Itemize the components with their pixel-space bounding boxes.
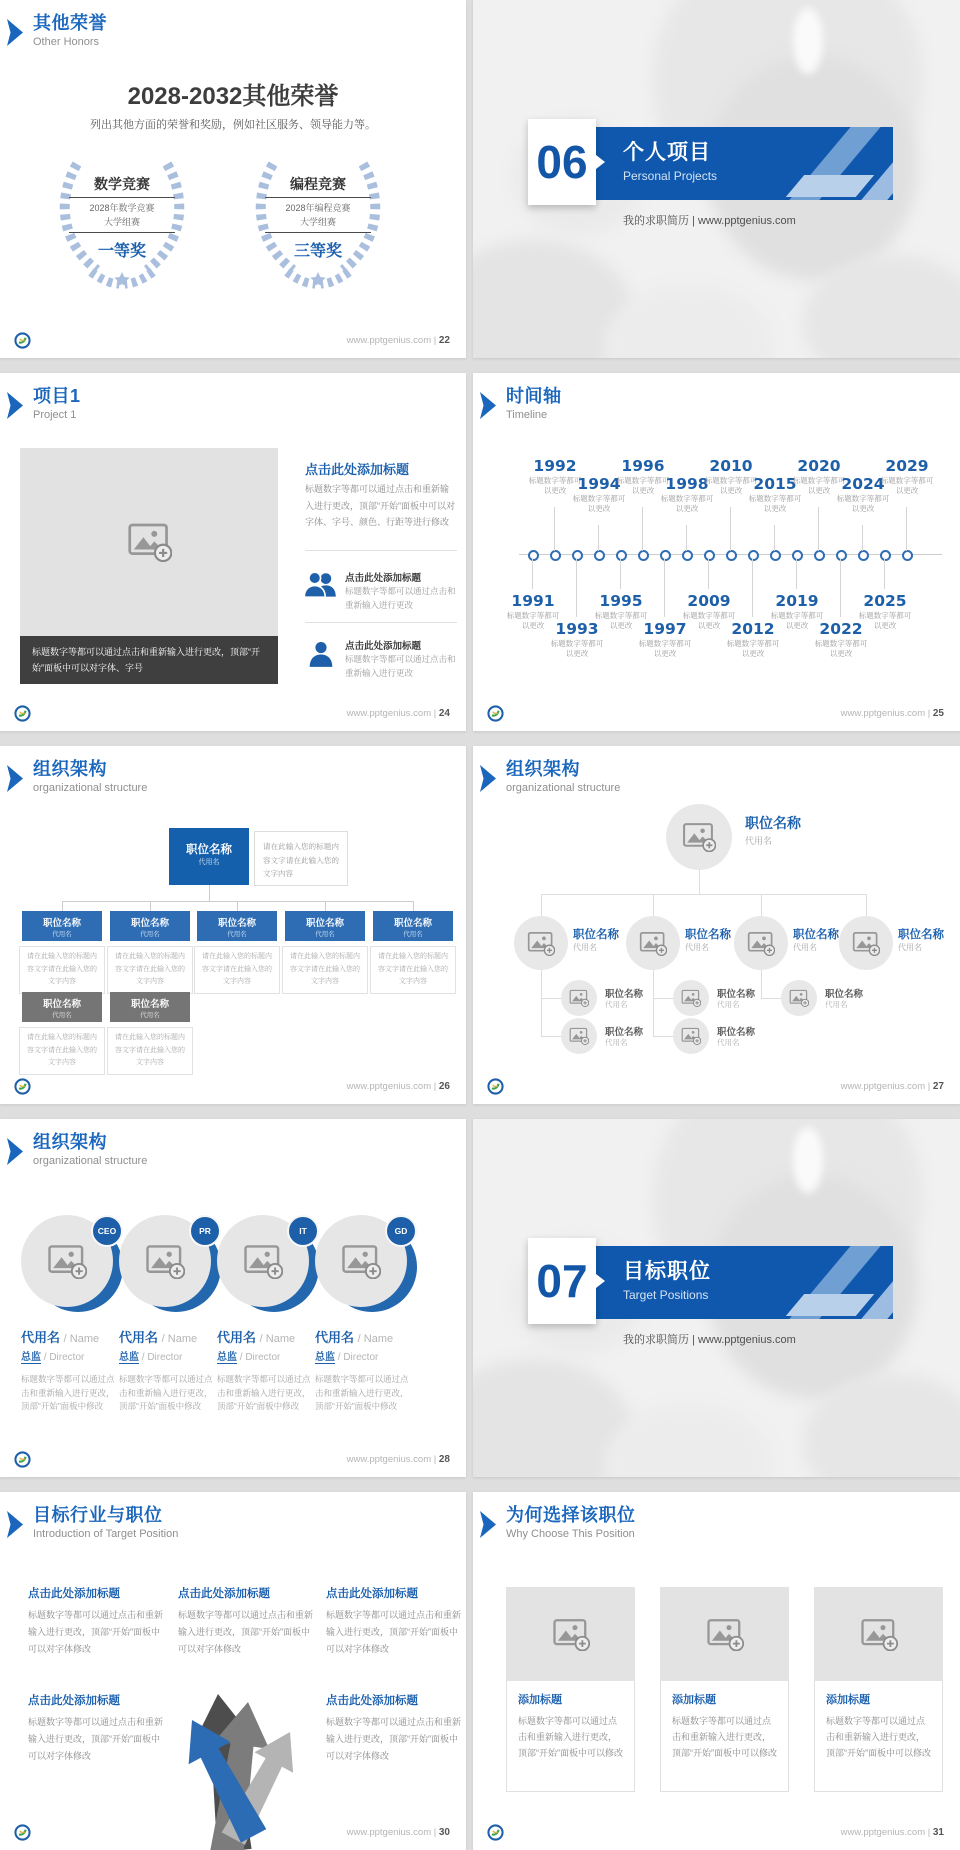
- add-image-icon: [639, 931, 667, 956]
- org-box: 职位名称 代用名: [285, 911, 365, 941]
- award-prize: 一等奖: [97, 243, 146, 260]
- add-image-icon: [243, 1244, 283, 1279]
- award-wreath: [243, 158, 393, 296]
- pptgenius-logo-icon: [14, 1451, 31, 1468]
- timeline-node: [528, 550, 539, 561]
- slide-subtitle: organizational structure: [33, 781, 148, 794]
- timeline-event: 2019 标题数字等都可以更改: [770, 592, 824, 631]
- slide-timeline[interactable]: [473, 373, 960, 731]
- org-node-title: 职位名称: [717, 989, 756, 1000]
- slide-title: 组织架构: [33, 1132, 107, 1152]
- org-node-name: 代用名: [745, 836, 773, 846]
- member-name: 代用名 / Name: [315, 1330, 394, 1345]
- section-title: 目标职位: [623, 1260, 711, 1283]
- add-image-icon: [569, 1027, 589, 1045]
- avatar-placeholder: [514, 916, 568, 970]
- award-detail: 2028年数学竞赛 大学组赛: [89, 203, 155, 227]
- role-badge: CEO: [91, 1215, 123, 1247]
- avatar-placeholder: [666, 804, 732, 870]
- list-item-body: 标题数字等都可以通过点击和重新输入进行更改: [345, 586, 456, 611]
- footer-site: www.pptgenius.com | 28: [346, 1454, 450, 1465]
- chevron-right-icon: [480, 765, 496, 792]
- image-placeholder: [660, 1587, 789, 1681]
- pptgenius-logo-icon: [14, 705, 31, 722]
- add-image-icon: [682, 822, 716, 852]
- add-image-icon: [860, 1618, 898, 1651]
- org-root-note: 请在此输入您的标题内容文字请在此输入您的文字内容: [254, 831, 348, 886]
- org-box-desc: 请在此输入您的标题内容文字请在此输入您的文字内容: [370, 946, 456, 994]
- timeline-event: 2015 标题数字等都可以更改: [748, 475, 802, 514]
- role-badge: PR: [189, 1215, 221, 1247]
- slide-footer: [14, 1822, 450, 1842]
- timeline-node: [748, 550, 759, 561]
- org-node-name: 代用名: [605, 1000, 628, 1009]
- chevron-right-icon: [480, 1511, 496, 1538]
- timeline-event: 2025 标题数字等都可以更改: [858, 592, 912, 631]
- timeline-event: 1991 标题数字等都可以更改: [506, 592, 560, 631]
- slide-title: 组织架构: [506, 759, 580, 779]
- list-item-title: 点击此处添加标题: [345, 641, 422, 652]
- timeline-node: [638, 550, 649, 561]
- org-box: 职位名称 代用名: [373, 911, 453, 941]
- divider: [69, 232, 175, 233]
- chevron-right-icon: [7, 765, 23, 792]
- chevron-right-icon: [7, 19, 23, 46]
- divider: [69, 197, 175, 198]
- banner-stripe: [786, 1294, 874, 1316]
- divider: [265, 232, 371, 233]
- text-block: 点击此处添加标题 标题数字等都可以通过点击和重新输入进行更改，顶部“开始”面板中可以对字体修改: [326, 1695, 462, 1762]
- avatar-placeholder: [673, 1018, 709, 1054]
- section-subtitle: Personal Projects: [623, 169, 718, 183]
- timeline-event: 1998 标题数字等都可以更改: [660, 475, 714, 514]
- pptgenius-logo-icon: [14, 1078, 31, 1095]
- timeline-event: 1993 标题数字等都可以更改: [550, 620, 604, 659]
- slide-title: 项目1: [33, 386, 81, 406]
- add-image-icon: [706, 1618, 744, 1651]
- org-box-gray: 职位名称 代用名: [22, 992, 102, 1022]
- add-image-icon: [852, 931, 880, 956]
- slide-footer: [487, 1822, 944, 1842]
- member-name: 代用名 / Name: [21, 1330, 100, 1345]
- avatar-placeholder: [561, 1018, 597, 1054]
- add-image-icon: [145, 1244, 185, 1279]
- timeline-event: 1997 标题数字等都可以更改: [638, 620, 692, 659]
- add-image-icon: [527, 931, 555, 956]
- list-item-body: 标题数字等都可以通过点击和重新输入进行更改: [345, 654, 456, 679]
- slide-header: [0, 1133, 147, 1167]
- footer-site: www.pptgenius.com | 24: [346, 708, 450, 719]
- org-node-title: 职位名称: [793, 929, 839, 941]
- timeline-event: 2020 标题数字等都可以更改: [792, 457, 846, 496]
- divider: [305, 622, 457, 623]
- slide-header: [0, 760, 147, 794]
- footer-site: www.pptgenius.com | 22: [346, 335, 450, 346]
- add-image-icon: [127, 522, 172, 562]
- add-image-icon: [681, 1027, 701, 1045]
- pptgenius-logo-icon: [487, 1078, 504, 1095]
- role-badge: GD: [385, 1215, 417, 1247]
- member-desc: 标题数字等都可以通过点击和重新输入进行更改，顶部“开始”面板中修改: [315, 1374, 409, 1412]
- slide-org-people[interactable]: [0, 1119, 466, 1477]
- org-node-name: 代用名: [825, 1000, 848, 1009]
- timeline-event: 2012 标题数字等都可以更改: [726, 620, 780, 659]
- section-banner: [585, 127, 893, 200]
- list-item-title: 点击此处添加标题: [345, 573, 422, 584]
- avatar-placeholder: [673, 980, 709, 1016]
- slide-subtitle: Project 1: [33, 408, 77, 421]
- section-tagline: 我的求职简历 | www.pptgenius.com: [623, 215, 796, 227]
- timeline-node: [616, 550, 627, 561]
- slide-subtitle: Other Honors: [33, 35, 100, 48]
- timeline-event: 2024 标题数字等都可以更改: [836, 475, 890, 514]
- slide-title: 目标行业与职位: [33, 1505, 163, 1525]
- slide-footer: [14, 330, 450, 350]
- add-image-icon: [552, 1618, 590, 1651]
- chevron-right-icon: [7, 1138, 23, 1165]
- pptgenius-logo-icon: [14, 332, 31, 349]
- chevron-right-icon: [7, 392, 23, 419]
- member-name: 代用名 / Name: [119, 1330, 198, 1345]
- org-node-name: 代用名: [605, 1038, 628, 1047]
- content-body: 标题数字等都可以通过点击和重新输入进行更改，顶部“开始”面板中可以对字体、字号、颜色、行距等进行修改: [305, 484, 455, 528]
- team-member: [21, 1215, 121, 1414]
- org-box: 职位名称 代用名: [22, 911, 102, 941]
- org-node-name: 代用名: [717, 1038, 740, 1047]
- team-member: [217, 1215, 317, 1414]
- org-box-desc: 请在此输入您的标题内容文字请在此输入您的文字内容: [282, 946, 368, 994]
- member-role: 总监 / Director: [21, 1352, 85, 1363]
- org-node-name: 代用名: [717, 1000, 740, 1009]
- role-badge: IT: [287, 1215, 319, 1247]
- avatar-placeholder: [839, 916, 893, 970]
- footer-site: www.pptgenius.com | 25: [840, 708, 944, 719]
- member-name: 代用名 / Name: [217, 1330, 296, 1345]
- slide-title: 组织架构: [33, 759, 107, 779]
- text-block: 点击此处添加标题 标题数字等都可以通过点击和重新输入进行更改，顶部“开始”面板中可以对字体修改: [326, 1588, 462, 1655]
- member-desc: 标题数字等都可以通过点击和重新输入进行更改，顶部“开始”面板中修改: [119, 1374, 213, 1412]
- section-title: 个人项目: [623, 141, 711, 164]
- image-caption: 标题数字等都可以通过点击和重新输入进行更改，顶部“开始”面板中可以对字体、字号: [20, 636, 278, 684]
- footer-site: www.pptgenius.com | 26: [346, 1081, 450, 1092]
- org-box-desc: 请在此输入您的标题内容文字请在此输入您的文字内容: [194, 946, 280, 994]
- chevron-right-icon: [480, 392, 496, 419]
- slide-title: 时间轴: [506, 386, 562, 406]
- section-number: 07: [528, 1238, 596, 1324]
- org-box-desc: 请在此输入您的标题内容文字请在此输入您的文字内容: [19, 946, 105, 994]
- slide-header: [0, 1506, 178, 1540]
- slide-footer: [14, 1449, 450, 1469]
- org-node-name: 代用名: [685, 943, 709, 952]
- org-box-desc: 请在此输入您的标题内容文字请在此输入您的文字内容: [107, 946, 193, 994]
- image-placeholder: [506, 1587, 635, 1681]
- slide-project-1[interactable]: [0, 373, 466, 731]
- timeline-node: [660, 550, 671, 561]
- slide-header: [473, 1506, 636, 1540]
- timeline-node: [704, 550, 715, 561]
- timeline-event: 1994 标题数字等都可以更改: [572, 475, 626, 514]
- timeline-node: [682, 550, 693, 561]
- member-desc: 标题数字等都可以通过点击和重新输入进行更改，顶部“开始”面板中修改: [21, 1374, 115, 1412]
- award-prize: 三等奖: [293, 243, 342, 260]
- timeline-event: 2010 标题数字等都可以更改: [704, 457, 758, 496]
- timeline-node: [836, 550, 847, 561]
- text-block: 点击此处添加标题 标题数字等都可以通过点击和重新输入进行更改，顶部“开始”面板中可以对字体修改: [178, 1588, 314, 1655]
- section-subtitle: Target Positions: [623, 1288, 709, 1302]
- timeline-node: [814, 550, 825, 561]
- org-root-box: 职位名称 代用名: [169, 828, 249, 885]
- slide-header: [473, 760, 620, 794]
- award-detail: 2028年编程竞赛 大学组赛: [285, 203, 351, 227]
- add-image-icon: [789, 989, 809, 1007]
- chevron-right-icon: [7, 1511, 23, 1538]
- slide-title: 其他荣誉: [33, 13, 107, 33]
- slide-header: [473, 387, 562, 421]
- org-node-title: 职位名称: [605, 989, 644, 1000]
- info-card: 添加标题 标题数字等都可以通过点击和重新输入进行更改，顶部“开始”面板中可以修改: [506, 1587, 635, 1792]
- add-image-icon: [341, 1244, 381, 1279]
- info-card: 添加标题 标题数字等都可以通过点击和重新输入进行更改，顶部“开始”面板中可以修改: [660, 1587, 789, 1792]
- timeline-event: 2022 标题数字等都可以更改: [814, 620, 868, 659]
- award-name: 数学竞赛: [94, 176, 150, 192]
- slide-subtitle: Why Choose This Position: [506, 1527, 635, 1540]
- org-node-name: 代用名: [898, 943, 922, 952]
- footer-site: www.pptgenius.com | 30: [346, 1827, 450, 1838]
- avatar-placeholder: [734, 916, 788, 970]
- footer-site: www.pptgenius.com | 31: [840, 1827, 944, 1838]
- slide-title: 为何选择该职位: [506, 1505, 636, 1525]
- slide-org-chart-boxes[interactable]: [0, 746, 466, 1104]
- org-box: 职位名称 代用名: [197, 911, 277, 941]
- add-image-icon: [47, 1244, 87, 1279]
- org-node-name: 代用名: [793, 943, 817, 952]
- slide-header: [0, 14, 107, 48]
- people-icon: [303, 571, 337, 599]
- timeline-event: 2029 标题数字等都可以更改: [880, 457, 934, 496]
- slide-footer: [14, 703, 450, 723]
- award-name: 编程竞赛: [290, 176, 346, 192]
- slide-section-06[interactable]: [473, 0, 960, 358]
- pptgenius-logo-icon: [487, 1824, 504, 1841]
- slide-why-position[interactable]: [473, 1492, 960, 1850]
- image-placeholder: [20, 448, 278, 636]
- content-title: 点击此处添加标题: [305, 462, 410, 477]
- timeline-node: [770, 550, 781, 561]
- slide-subtitle: Timeline: [506, 408, 548, 421]
- divider: [265, 197, 371, 198]
- member-desc: 标题数字等都可以通过点击和重新输入进行更改，顶部“开始”面板中修改: [217, 1374, 311, 1412]
- add-image-icon: [569, 989, 589, 1007]
- org-node-title: 职位名称: [745, 815, 801, 831]
- team-member: [119, 1215, 219, 1414]
- org-node-name: 代用名: [573, 943, 597, 952]
- timeline-event: 1996 标题数字等都可以更改: [616, 457, 670, 496]
- timeline-event: 1992 标题数字等都可以更改: [528, 457, 582, 496]
- add-image-icon: [747, 931, 775, 956]
- slide-subtitle: Introduction of Target Position: [33, 1527, 179, 1540]
- slide-footer: [487, 703, 944, 723]
- timeline-event: 1995 标题数字等都可以更改: [594, 592, 648, 631]
- divider: [305, 550, 457, 551]
- text-block: 点击此处添加标题 标题数字等都可以通过点击和重新输入进行更改，顶部“开始”面板中可以对字体修改: [28, 1695, 164, 1762]
- timeline-node: [572, 550, 583, 561]
- member-role: 总监 / Director: [217, 1352, 281, 1363]
- org-node-title: 职位名称: [898, 929, 944, 941]
- award-wreath: [47, 158, 197, 296]
- slide-subtitle: organizational structure: [506, 781, 621, 794]
- timeline-node: [880, 550, 891, 561]
- timeline-node: [858, 550, 869, 561]
- text-block: 点击此处添加标题 标题数字等都可以通过点击和重新输入进行更改，顶部“开始”面板中可以对字体修改: [28, 1588, 164, 1655]
- team-member: [315, 1215, 415, 1414]
- org-node-title: 职位名称: [717, 1027, 756, 1038]
- add-image-icon: [681, 989, 701, 1007]
- timeline-node: [550, 550, 561, 561]
- info-card: 添加标题 标题数字等都可以通过点击和重新输入进行更改，顶部“开始”面板中可以修改: [814, 1587, 943, 1792]
- person-icon: [307, 639, 335, 669]
- member-role: 总监 / Director: [315, 1352, 379, 1363]
- pptgenius-logo-icon: [487, 705, 504, 722]
- timeline-node: [726, 550, 737, 561]
- section-tagline: 我的求职简历 | www.pptgenius.com: [623, 1334, 796, 1346]
- banner-stripe: [786, 175, 874, 197]
- org-box-desc: 请在此输入您的标题内容文字请在此输入您的文字内容: [107, 1027, 193, 1075]
- slide-target-position[interactable]: [0, 1492, 466, 1850]
- timeline-node: [594, 550, 605, 561]
- honors-heading: 2028-2032其他荣誉: [127, 83, 339, 110]
- footer-site: www.pptgenius.com | 27: [840, 1081, 944, 1092]
- org-node-title: 职位名称: [825, 989, 864, 1000]
- section-number: 06: [528, 119, 596, 205]
- section-banner: [585, 1246, 893, 1319]
- member-role: 总监 / Director: [119, 1352, 183, 1363]
- slide-other-honors[interactable]: [0, 0, 466, 358]
- avatar-placeholder: [626, 916, 680, 970]
- slide-subtitle: organizational structure: [33, 1154, 148, 1167]
- org-box: 职位名称 代用名: [110, 911, 190, 941]
- org-node-title: 职位名称: [573, 929, 619, 941]
- avatar-placeholder: [781, 980, 817, 1016]
- image-placeholder: [814, 1587, 943, 1681]
- slide-header: [0, 387, 81, 421]
- pptgenius-logo-icon: [14, 1824, 31, 1841]
- timeline-node: [902, 550, 913, 561]
- honors-description: 列出其他方面的荣誉和奖励，例如社区服务、领导能力等。: [90, 119, 376, 131]
- slide-footer: [14, 1076, 450, 1096]
- org-box-gray: 职位名称 代用名: [110, 992, 190, 1022]
- slide-section-07[interactable]: [473, 1119, 960, 1477]
- org-node-title: 职位名称: [605, 1027, 644, 1038]
- slide-footer: [487, 1076, 944, 1096]
- avatar-placeholder: [561, 980, 597, 1016]
- org-box-desc: 请在此输入您的标题内容文字请在此输入您的文字内容: [19, 1027, 105, 1075]
- slide-org-chart-photos[interactable]: [473, 746, 960, 1104]
- org-node-title: 职位名称: [685, 929, 731, 941]
- timeline-node: [792, 550, 803, 561]
- timeline-event: 2009 标题数字等都可以更改: [682, 592, 736, 631]
